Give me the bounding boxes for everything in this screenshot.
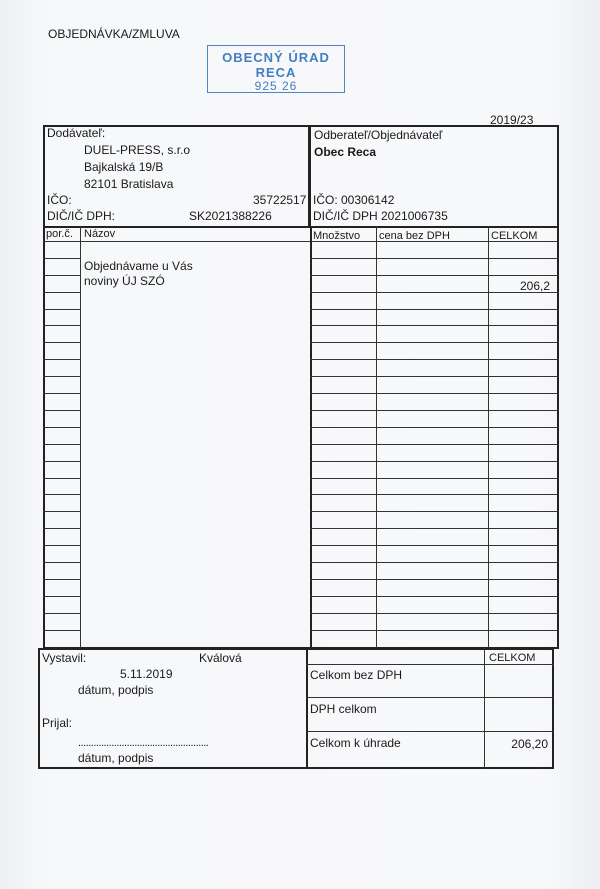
row-line-number-column xyxy=(43,427,80,428)
row-line-value-columns xyxy=(310,359,559,360)
received-date-sign-caption: dátum, podpis xyxy=(78,751,154,765)
column-divider-qty xyxy=(376,226,377,649)
row-line-number-column xyxy=(43,292,80,293)
totals-row-line-2 xyxy=(306,697,554,698)
col-header-name: Názov xyxy=(84,228,116,240)
row-line-number-column xyxy=(43,613,80,614)
totals-row-line-3 xyxy=(306,731,554,732)
row-line-value-columns xyxy=(310,545,559,546)
row-line-number-column xyxy=(43,461,80,462)
column-divider-price xyxy=(488,226,489,649)
issued-date: 5.11.2019 xyxy=(120,667,173,681)
row-line-number-column xyxy=(43,444,80,445)
supplier-dic-label: DIČ/IČ DPH: xyxy=(47,209,116,223)
total-to-pay-value: 206,20 xyxy=(511,737,548,751)
column-divider-name xyxy=(310,226,312,649)
row-line-number-column xyxy=(43,562,80,563)
customer-label: Odberateľ/Objednávateľ xyxy=(314,128,443,142)
supplier-name: DUEL-PRESS, s.r.o xyxy=(84,143,191,157)
row-line-number-column xyxy=(43,359,80,360)
items-header-divider xyxy=(43,241,559,242)
row-line-value-columns xyxy=(310,494,559,495)
row-line-number-column xyxy=(43,494,80,495)
row-line-value-columns xyxy=(310,309,559,310)
col-header-qty: Množstvo xyxy=(313,230,361,242)
row-line-value-columns xyxy=(310,511,559,512)
received-label: Prijal: xyxy=(42,716,73,730)
document-title: OBJEDNÁVKA/ZMLUVA xyxy=(48,27,180,41)
row-line-number-column xyxy=(43,275,80,276)
row-line-number-column xyxy=(43,376,80,377)
stamp-line-1: OBECNÝ ÚRAD xyxy=(222,50,330,65)
vat-total-label: DPH celkom xyxy=(310,702,377,716)
col-header-no: por.č. xyxy=(46,228,73,240)
supplier-city: 82101 Bratislava xyxy=(84,177,174,191)
row-line-value-columns xyxy=(310,275,559,276)
stamp-line-3: 925 26 xyxy=(254,79,298,93)
row-line-number-column xyxy=(43,342,80,343)
row-line-value-columns xyxy=(310,393,559,394)
received-signature-dots: ................................................... xyxy=(78,737,209,749)
stamp-line-2: RECA xyxy=(255,65,297,80)
row-line-number-column xyxy=(43,258,80,259)
row-line-number-column xyxy=(43,545,80,546)
row-line-number-column xyxy=(43,511,80,512)
total-without-vat-label: Celkom bez DPH xyxy=(310,668,403,682)
row-line-number-column xyxy=(43,478,80,479)
customer-name: Obec Reca xyxy=(314,145,377,159)
total-to-pay-label: Celkom k úhrade xyxy=(310,736,401,750)
issued-label: Vystavil: xyxy=(42,651,87,665)
row-line-value-columns xyxy=(310,528,559,529)
row-line-value-columns xyxy=(310,376,559,377)
issued-date-sign-caption: dátum, podpis xyxy=(78,683,154,697)
row-line-number-column xyxy=(43,630,80,631)
row-line-value-columns xyxy=(310,444,559,445)
row-line-value-columns xyxy=(310,325,559,326)
row-line-value-columns xyxy=(310,410,559,411)
row-line-value-columns xyxy=(310,596,559,597)
customer-ico: IČO: 00306142 xyxy=(313,193,395,207)
document-number: 2019/23 xyxy=(490,113,534,127)
supplier-street: Bajkalská 19/B xyxy=(84,160,164,174)
totals-celkom-header: CELKOM xyxy=(489,652,536,664)
item-total-value: 206,2 xyxy=(519,279,550,293)
supplier-dic-value: SK2021388226 xyxy=(189,209,272,223)
row-line-value-columns xyxy=(310,461,559,462)
office-stamp xyxy=(207,45,345,93)
issued-by: Kválová xyxy=(199,651,242,665)
row-line-value-columns xyxy=(310,478,559,479)
supplier-label: Dodávateľ: xyxy=(47,126,106,140)
item-description-line1: Objednávame u Vás xyxy=(84,259,193,273)
supplier-ico-label: IČO: xyxy=(47,193,72,207)
row-line-value-columns xyxy=(310,630,559,631)
row-line-value-columns xyxy=(310,562,559,563)
row-line-number-column xyxy=(43,579,80,580)
customer-dic: DIČ/IČ DPH 2021006735 xyxy=(313,209,448,223)
items-table xyxy=(43,226,559,649)
col-header-price: cena bez DPH xyxy=(379,230,450,242)
column-divider-no xyxy=(80,226,81,649)
row-line-number-column xyxy=(43,528,80,529)
row-line-number-column xyxy=(43,309,80,310)
row-line-value-columns xyxy=(310,342,559,343)
supplier-ico-value: 35722517 xyxy=(253,193,307,207)
row-line-number-column xyxy=(43,393,80,394)
row-line-number-column xyxy=(43,596,80,597)
row-line-value-columns xyxy=(310,613,559,614)
col-header-total: CELKOM xyxy=(491,230,538,242)
row-line-value-columns xyxy=(310,258,559,259)
row-line-value-columns xyxy=(310,427,559,428)
item-description-line2: noviny ÚJ SZÓ xyxy=(84,274,165,288)
row-line-number-column xyxy=(43,410,80,411)
row-line-value-columns xyxy=(310,579,559,580)
row-line-number-column xyxy=(43,325,80,326)
